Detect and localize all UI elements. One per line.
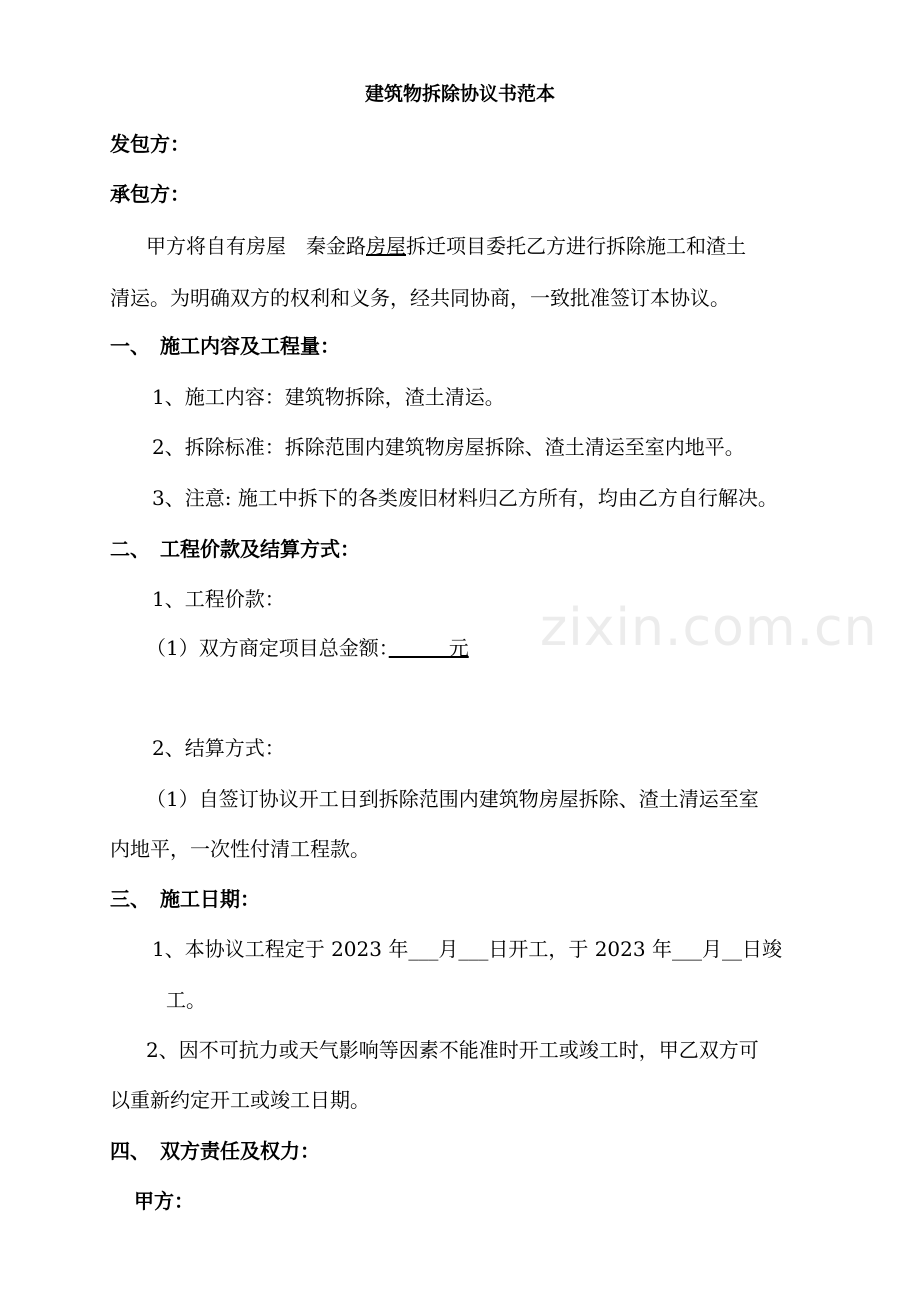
intro-text-prefix: 甲方将自有房屋 秦金路 [146,234,366,258]
section-1-item-3: 3、注意: 施工中拆下的各类废旧材料归乙方所有，均由乙方自行解决。 [152,486,778,510]
schedule-line-1: 1、本协议工程定于 2023 年___月___日开工，于 2023 年___月__日竣 [152,937,782,961]
party-a-label: 发包方： [110,132,190,156]
settlement-line-2: 内地平，一次性付清工程款。 [110,837,370,861]
party-b-label: 承包方： [110,182,190,206]
section-3-heading: 三、 施工日期： [110,887,260,911]
price-label: 1、工程价款： [152,587,285,611]
intro-underlined-text: 房屋 [366,234,406,258]
section-1-heading: 一、 施工内容及工程量： [110,334,340,358]
intro-paragraph-line-2: 清运。为明确双方的权利和义务，经共同协商，一致批准签订本协议。 [110,286,730,310]
watermark: zixin.com.cn [540,598,878,658]
party-a-duties-label: 甲方： [134,1189,194,1213]
total-amount-blank: 元 [388,636,469,660]
settlement-line-1: （1）自签订协议开工日到拆除范围内建筑物房屋拆除、渣土清运至室 [146,787,759,811]
settlement-label: 2、结算方式： [152,736,285,760]
section-1-item-2: 2、拆除标准：拆除范围内建筑物房屋拆除、渣土清运至室内地平。 [152,435,745,459]
total-amount-line [146,634,469,662]
section-1-item-1: 1、施工内容：建筑物拆除，渣土清运。 [152,385,505,409]
total-amount-label: （1）双方商定项目总金额： [146,636,389,660]
force-majeure-line-1: 2、因不可抗力或天气影响等因素不能准时开工或竣工时，甲乙双方可 [146,1038,759,1062]
section-2-heading: 二、 工程价款及结算方式： [110,537,360,561]
intro-text-suffix: 拆迁项目委托乙方进行拆除施工和渣土 [406,234,746,258]
section-4-heading: 四、 双方责任及权力： [110,1139,320,1163]
intro-paragraph-line-1 [146,232,746,260]
schedule-line-2: 工。 [166,988,206,1012]
force-majeure-line-2: 以重新约定开工或竣工日期。 [110,1088,370,1112]
document-title: 建筑物拆除协议书范本 [364,83,555,105]
